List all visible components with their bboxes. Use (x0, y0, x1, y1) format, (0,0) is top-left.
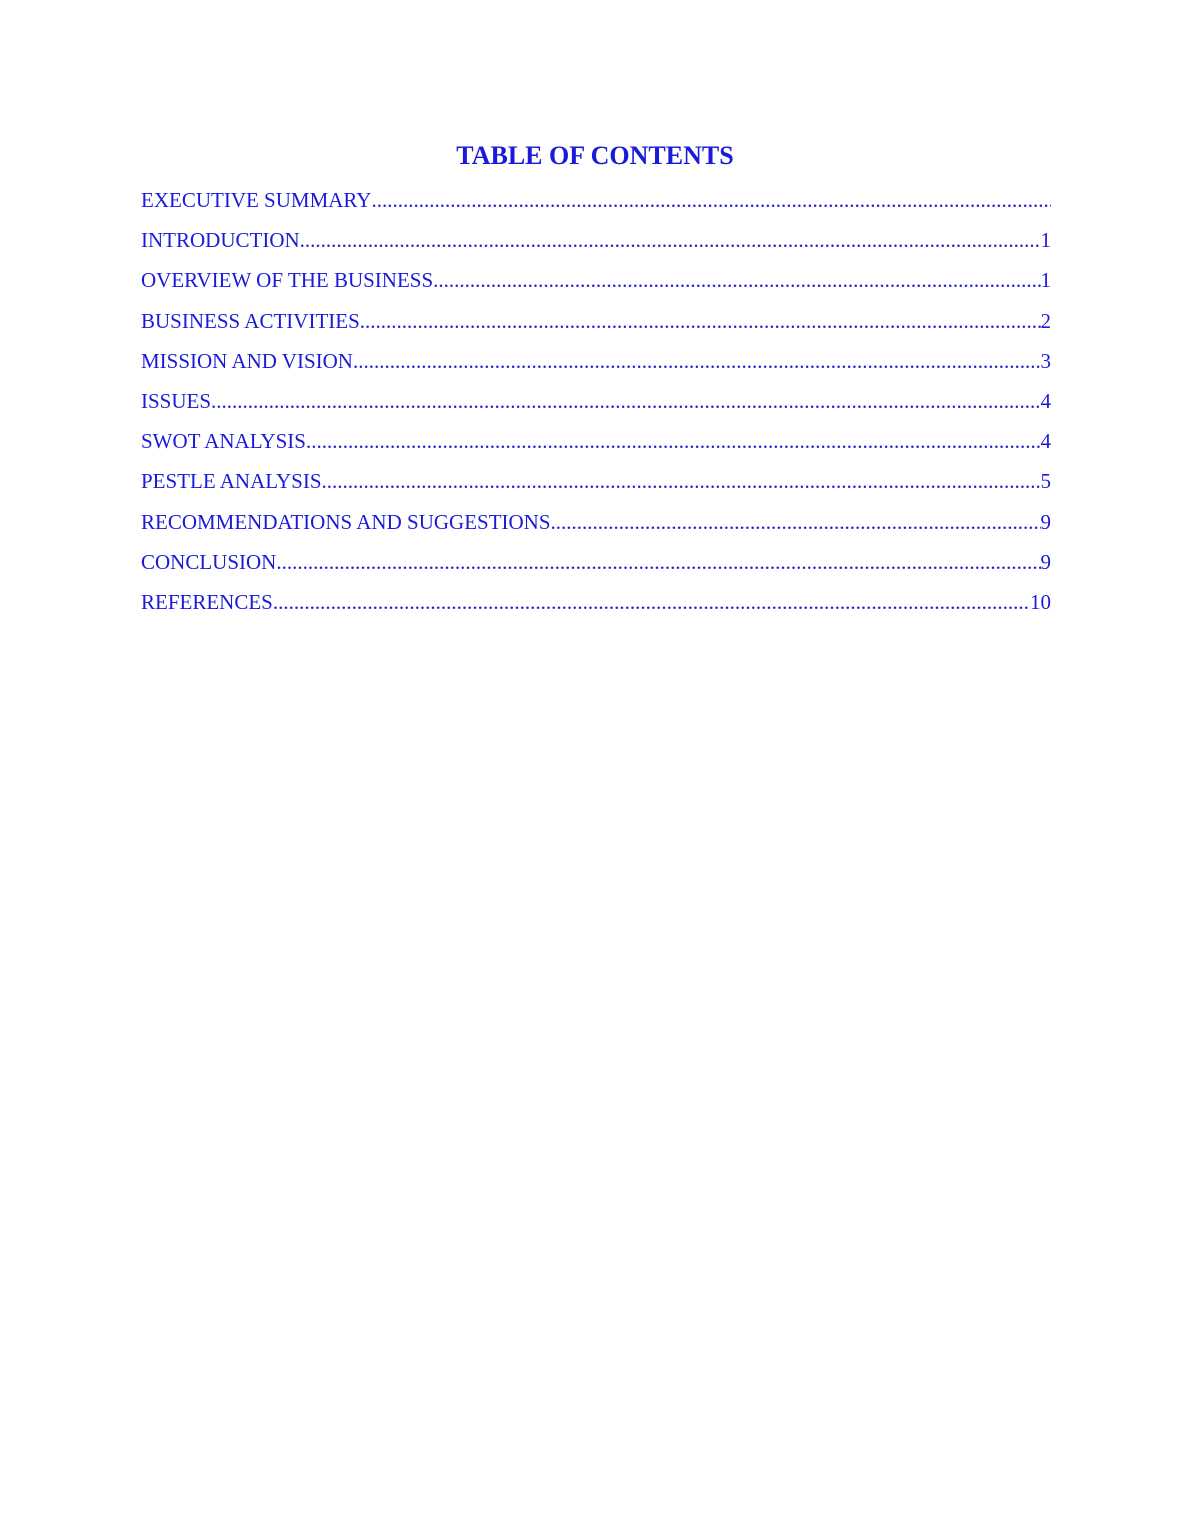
toc-dot-leader (371, 185, 1051, 215)
toc-title: TABLE OF CONTENTS (456, 141, 734, 170)
toc-entry-label: INTRODUCTION (141, 228, 300, 253)
toc-entry-label: OVERVIEW OF THE BUSINESS (141, 268, 434, 293)
toc-entry-introduction[interactable] (141, 225, 1051, 265)
toc-entry-label: EXECUTIVE SUMMARY (141, 188, 372, 212)
toc-entry-page: 4 (1040, 388, 1051, 413)
toc-entry-page: 2 (1040, 308, 1051, 333)
toc-entry-overview-of-the-business[interactable] (141, 265, 1051, 305)
toc-dot-leader (433, 265, 1040, 295)
toc-entry-conclusion[interactable] (141, 547, 1051, 587)
toc-dot-leader (353, 346, 1041, 376)
toc-entry-mission-and-vision[interactable] (141, 346, 1051, 386)
toc-entry-label: ISSUES (141, 388, 212, 413)
toc-entry-page: 1 (1040, 228, 1051, 253)
toc-entry-page: 9 (1040, 549, 1051, 574)
toc-entry-label: CONCLUSION (141, 549, 277, 574)
toc-dot-leader (300, 225, 1041, 255)
toc-dot-leader (322, 466, 1041, 496)
toc-dot-leader (306, 426, 1041, 456)
toc-dot-leader (273, 587, 1030, 617)
toc-entry-label: BUSINESS ACTIVITIES (141, 308, 360, 333)
toc-entry-recommendations-and-suggestions[interactable] (141, 507, 1051, 547)
toc-entry-label: REFERENCES (141, 589, 273, 614)
toc-dot-leader (211, 386, 1040, 416)
toc-dot-leader (360, 306, 1041, 336)
toc-entry-label: SWOT ANALYSIS (141, 429, 306, 454)
toc-entry-page: 3 (1040, 348, 1051, 373)
toc-entry-references[interactable] (141, 587, 1051, 627)
toc-dot-leader (551, 507, 1041, 537)
toc-dot-leader (276, 547, 1040, 577)
toc-entry-pestle-analysis[interactable] (141, 466, 1051, 506)
toc-entry-business-activities[interactable] (141, 306, 1051, 346)
toc-entry-page: 1 (1040, 268, 1051, 293)
toc-entry-label: PESTLE ANALYSIS (141, 469, 322, 494)
toc-entry-page: 10 (1030, 589, 1051, 614)
toc-entry-page: 4 (1040, 429, 1051, 454)
toc-entry-swot-analysis[interactable] (141, 426, 1051, 466)
toc-entry-label: MISSION AND VISION (141, 348, 353, 373)
toc-entry-page: 9 (1040, 509, 1051, 534)
toc-entry-page: 5 (1040, 469, 1051, 494)
toc-entry-label: RECOMMENDATIONS AND SUGGESTIONS (141, 509, 551, 534)
toc-entry-issues[interactable] (141, 386, 1051, 426)
toc-list (141, 185, 1051, 627)
toc-entry-executive-summary[interactable] (141, 185, 1051, 225)
